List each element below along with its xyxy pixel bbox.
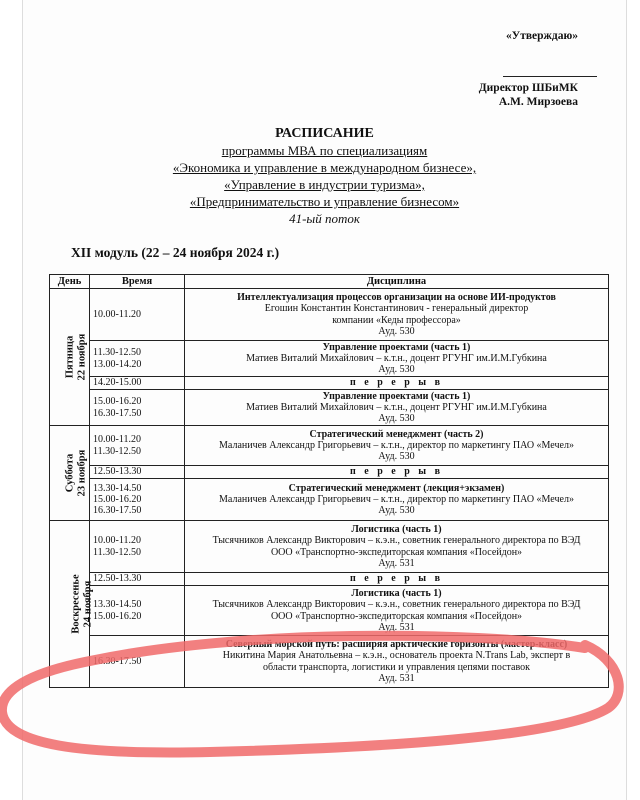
document-page bbox=[22, 0, 627, 800]
document-title bbox=[23, 125, 626, 227]
time-cell: 10.00-11.20 11.30-12.50 bbox=[90, 521, 185, 573]
approval-stamp: «Утверждаю» bbox=[506, 30, 578, 42]
table-header-row bbox=[50, 275, 609, 289]
col-discipline: Дисциплина bbox=[185, 275, 609, 289]
discipline-cell: Интеллектуализация процессов организации на основе ИИ-продуктов Егошин Константин Константинович - генеральный директор компании «Кеды профессора» Ауд. 530 bbox=[185, 289, 609, 341]
time-cell: 10.00-11.20 11.30-12.50 bbox=[90, 426, 185, 466]
day-friday: Пятница 22 ноября bbox=[50, 289, 90, 426]
time-cell: 16.30-17.50 bbox=[90, 636, 185, 688]
table-row bbox=[50, 390, 609, 426]
day-sunday: Воскресенье 24 ноября bbox=[50, 521, 90, 688]
table-row bbox=[50, 573, 609, 586]
title-line-1: программы МВА по специализациям bbox=[221, 143, 428, 158]
title-line-2: «Экономика и управление в международном бизнесе», bbox=[172, 160, 477, 175]
discipline-cell: Управление проектами (часть 1) Матиев Виталий Михайлович – к.т.н., доцент РГУНГ им.И.М.Губкина Ауд. 530 bbox=[185, 341, 609, 377]
table-row bbox=[50, 289, 609, 341]
stream-label: 41-ый поток bbox=[289, 211, 360, 226]
time-cell: 12.50-13.30 bbox=[90, 466, 185, 479]
discipline-cell: Стратегический менеджмент (лекция+экзамен) Маланичев Александр Григорьевич – к.т.н., директор по маркетингу ПАО «Мечел» Ауд. 530 bbox=[185, 479, 609, 521]
schedule-table bbox=[49, 274, 609, 688]
day-saturday: Суббота 23 ноября bbox=[50, 426, 90, 521]
table-row bbox=[50, 466, 609, 479]
time-cell: 15.00-16.20 16.30-17.50 bbox=[90, 390, 185, 426]
discipline-cell: Управление проектами (часть 1) Матиев Виталий Михайлович – к.т.н., доцент РГУНГ им.И.М.Губкина Ауд. 530 bbox=[185, 390, 609, 426]
module-heading: XII модуль (22 – 24 ноября 2024 г.) bbox=[71, 245, 280, 260]
title-line-3: «Управление в индустрии туризма», bbox=[224, 177, 425, 192]
table-row bbox=[50, 426, 609, 466]
break-label: п е р е р ы в bbox=[185, 573, 609, 586]
table-row bbox=[50, 341, 609, 377]
break-label: п е р е р ы в bbox=[185, 377, 609, 390]
col-time: Время bbox=[90, 275, 185, 289]
director-title: Директор ШБиМК bbox=[478, 82, 578, 94]
table-row bbox=[50, 377, 609, 390]
director-name: А.М. Мирзоева bbox=[498, 96, 578, 108]
discipline-cell: Стратегический менеджмент (часть 2) Маланичев Александр Григорьевич – к.т.н., директор по маркетингу ПАО «Мечел» Ауд. 530 bbox=[185, 426, 609, 466]
col-day: День bbox=[50, 275, 90, 289]
time-cell: 13.30-14.50 15.00-16.20 bbox=[90, 586, 185, 636]
discipline-cell: Логистика (часть 1) Тысячников Александр Викторович – к.э.н., советник генерального директора по ВЭД ООО «Транспортно-экспедиторская компания «Посейдон» Ауд. 531 bbox=[185, 521, 609, 573]
table-row bbox=[50, 479, 609, 521]
table-row bbox=[50, 586, 609, 636]
time-cell: 14.20-15.00 bbox=[90, 377, 185, 390]
director-block bbox=[479, 81, 578, 109]
time-cell: 12.50-13.30 bbox=[90, 573, 185, 586]
discipline-cell: Логистика (часть 1) Тысячников Александр Викторович – к.э.н., советник генерального директора по ВЭД ООО «Транспортно-экспедиторская компания «Посейдон» Ауд. 531 bbox=[185, 586, 609, 636]
discipline-cell: Северный морской путь: расширяя арктические горизонты (мастер-класс) Никитина Мария Анатольевна – к.э.н., основатель проекта N.Trans Lab, эксперт в области транспорта, логистики и управления цепями поставок Ауд. 531 bbox=[185, 636, 609, 688]
signature-line bbox=[503, 76, 597, 77]
time-cell: 10.00-11.20 bbox=[90, 289, 185, 341]
time-cell: 11.30-12.50 13.00-14.20 bbox=[90, 341, 185, 377]
table-row bbox=[50, 521, 609, 573]
title-heading: РАСПИСАНИЕ bbox=[275, 126, 374, 141]
title-line-4: «Предпринимательство и управление бизнесом» bbox=[189, 194, 460, 209]
time-cell: 13.30-14.50 15.00-16.20 16.30-17.50 bbox=[90, 479, 185, 521]
break-label: п е р е р ы в bbox=[185, 466, 609, 479]
table-row bbox=[50, 636, 609, 688]
